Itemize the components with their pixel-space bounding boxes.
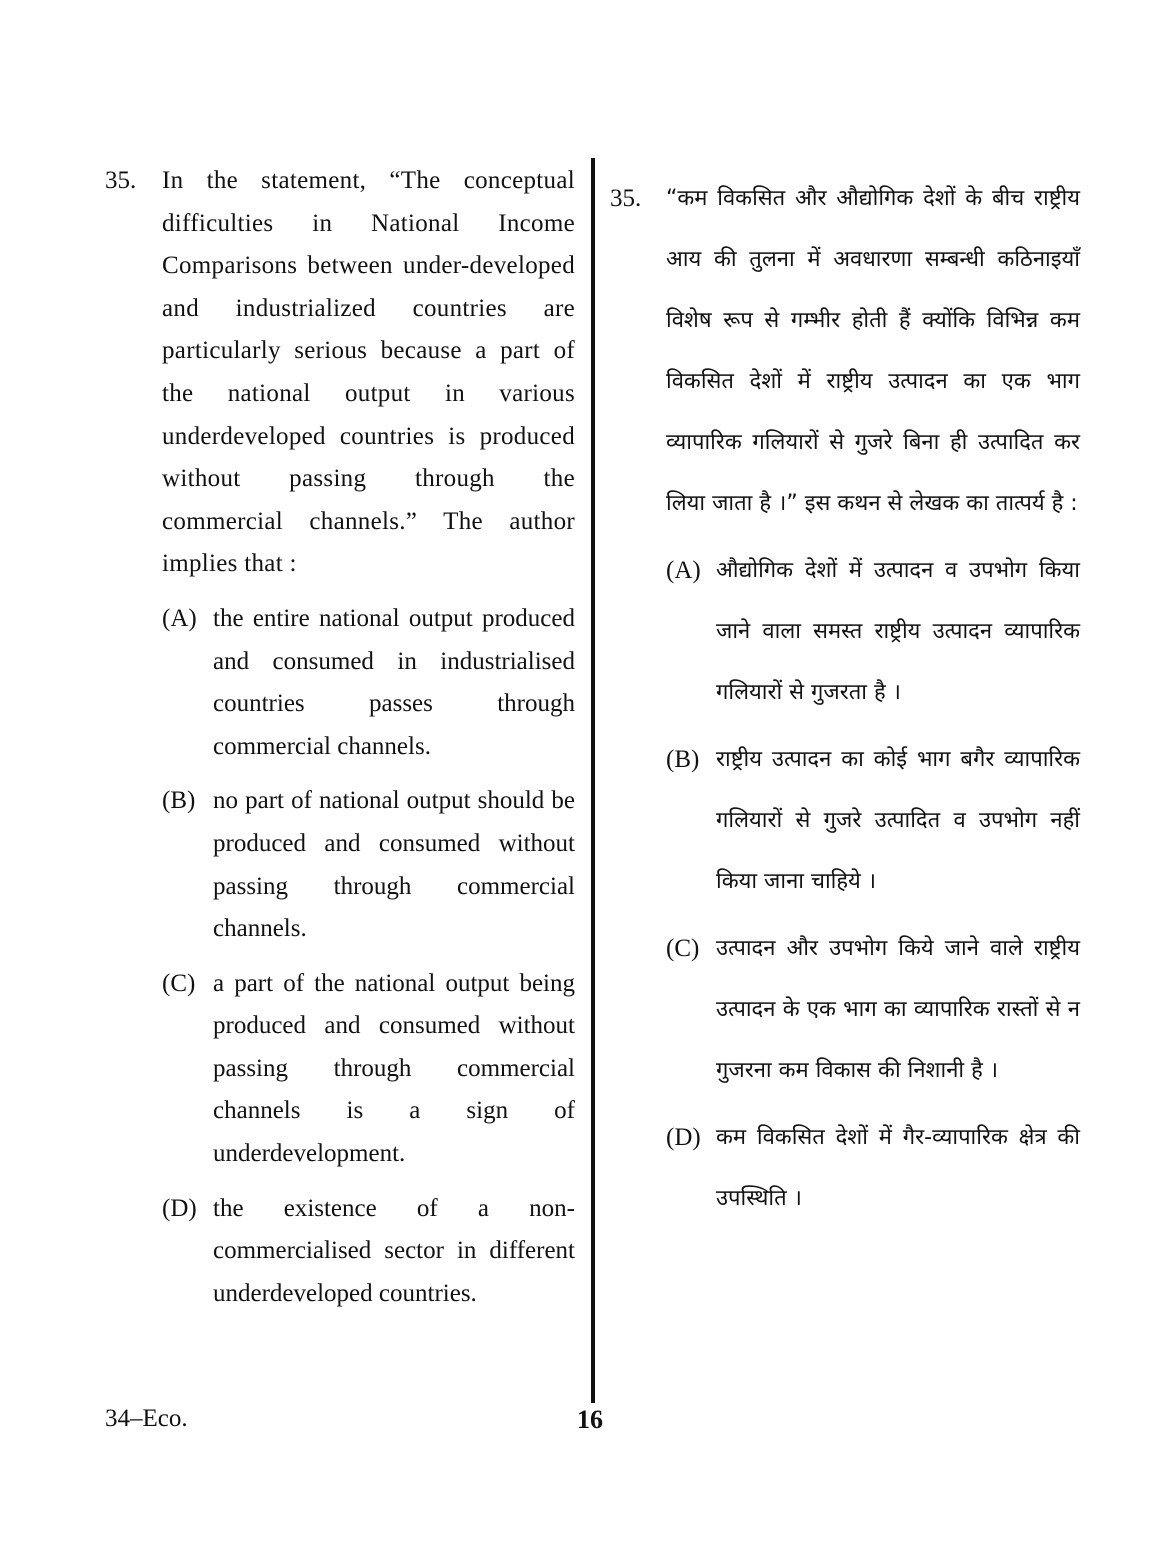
hindi-column [610, 168, 1080, 1229]
option-c-en [105, 963, 575, 1176]
option-text: औद्योगिक देशों में उत्पादन व उपभोग किया जाने वाला समस्त राष्ट्रीय उत्पादन व्यापारिक गलियारों से गुजरता है । [716, 558, 1080, 705]
english-column [105, 160, 575, 1315]
option-text: राष्ट्रीय उत्पादन का कोई भाग बगैर व्यापारिक गलियारों से गुजरे उत्पादित व उपभोग नहीं किया जाना चाहिये । [716, 747, 1080, 894]
question-number-hi: 35. [610, 185, 642, 212]
option-text: no part of national output should be produced and consumed without passing through commercial channels. [213, 787, 575, 943]
option-label: (C) [162, 969, 196, 997]
option-label: (D) [666, 1124, 701, 1151]
option-label: (C) [666, 935, 700, 962]
option-text: उत्पादन और उपभोग किये जाने वाले राष्ट्रीय उत्पादन के एक भाग का व्यापारिक रास्तों से न गुजरना कम विकास की निशानी है । [716, 936, 1080, 1083]
option-d-hi [610, 1107, 1080, 1229]
question-stem-en: In the statement, “The conceptual difficulties in National Income Comparisons between under-developed and industrialized countries are particularly serious because a part of the national output in various underdeveloped countries is produced without passing through the commercial channels.” The author implies that : [162, 167, 575, 578]
option-c-hi [610, 918, 1080, 1101]
option-text: कम विकसित देशों में गैर-व्यापारिक क्षेत्र की उपस्थिति । [716, 1125, 1080, 1211]
option-b-hi [610, 729, 1080, 912]
option-label: (B) [666, 746, 700, 773]
option-text: the entire national output produced and consumed in industrialised countries passes through commercial channels. [213, 604, 575, 760]
option-label: (A) [666, 557, 701, 584]
option-d-en [105, 1188, 575, 1316]
option-text: a part of the national output being produced and consumed without passing through commercial channels is a sign of underdevelopment. [213, 969, 575, 1168]
column-divider [591, 158, 595, 1403]
question-stem-hi: “कम विकसित और औद्योगिक देशों के बीच राष्ट्रीय आय की तुलना में अवधारणा सम्बन्धी कठिनाइयाँ विशेष रूप से गम्भीर होती हैं क्योंकि विभिन्न कम विकसित देशों में राष्ट्रीय उत्पादन का एक भाग व्यापारिक गलियारों से गुजरे बिना ही उत्पादित कर लिया जाता है ।” इस कथन से लेखक का तात्पर्य है : [666, 186, 1080, 516]
option-label: (D) [162, 1194, 197, 1222]
option-text: the existence of a non-commercialised sector in different underdeveloped countries. [213, 1194, 575, 1307]
page-number: 16 [577, 1405, 603, 1434]
option-a-en [105, 598, 575, 768]
option-label: (A) [162, 604, 197, 632]
option-label: (B) [162, 787, 196, 815]
option-b-en [105, 780, 575, 950]
question-number-en: 35. [105, 167, 137, 194]
paper-code: 34–Eco. [105, 1405, 188, 1432]
option-a-hi [610, 540, 1080, 723]
